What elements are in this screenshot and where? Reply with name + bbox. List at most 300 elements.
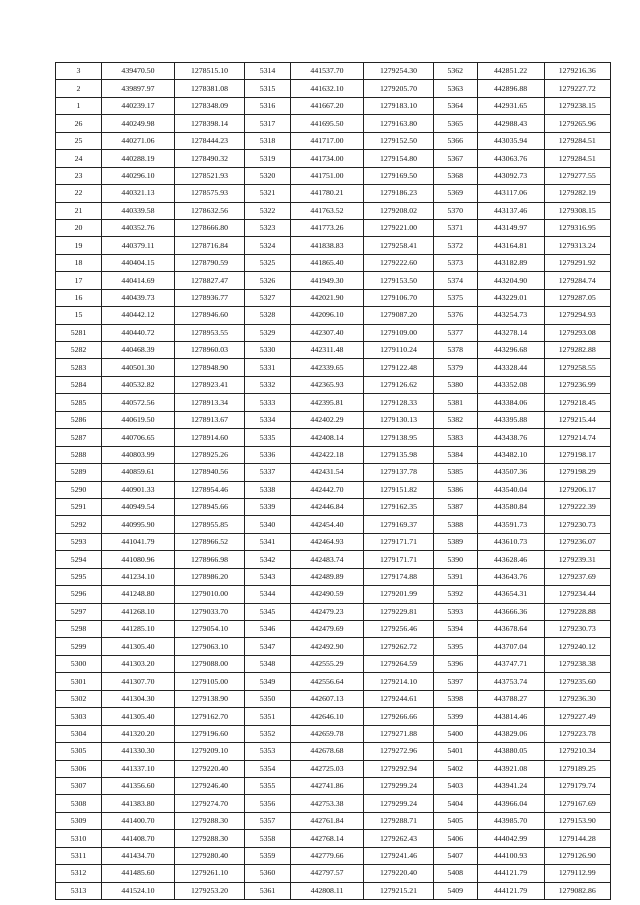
point-number-cell: 5300 xyxy=(56,655,102,672)
y-coordinate-cell: 1278575.93 xyxy=(175,185,245,202)
table-row xyxy=(245,359,434,376)
table-row xyxy=(56,673,245,690)
table-row xyxy=(56,708,245,725)
x-coordinate-cell: 441667.20 xyxy=(291,97,364,114)
y-coordinate-cell: 1279087.20 xyxy=(364,307,434,324)
point-number-cell: 5337 xyxy=(245,464,291,481)
x-coordinate-cell: 443941.24 xyxy=(477,777,544,794)
table-row xyxy=(245,376,434,393)
x-coordinate-cell: 441780.21 xyxy=(291,185,364,202)
x-coordinate-cell: 442988.43 xyxy=(477,115,544,132)
table-row xyxy=(434,743,611,760)
point-number-cell: 5321 xyxy=(245,185,291,202)
table-row xyxy=(434,481,611,498)
x-coordinate-cell: 442431.54 xyxy=(291,464,364,481)
table-row xyxy=(434,830,611,847)
x-coordinate-cell: 443438.76 xyxy=(477,429,544,446)
x-coordinate-cell: 444121.79 xyxy=(477,865,544,882)
table-row xyxy=(56,830,245,847)
x-coordinate-cell: 443296.68 xyxy=(477,342,544,359)
x-coordinate-cell: 441434.70 xyxy=(102,847,175,864)
x-coordinate-cell: 444121.79 xyxy=(477,882,544,899)
table-row xyxy=(56,568,245,585)
x-coordinate-cell: 440249.98 xyxy=(102,115,175,132)
x-coordinate-cell: 443985.70 xyxy=(477,812,544,829)
table-row xyxy=(245,167,434,184)
table-row xyxy=(434,464,611,481)
point-number-cell: 5388 xyxy=(434,516,478,533)
point-number-cell: 5289 xyxy=(56,464,102,481)
x-coordinate-cell: 439897.97 xyxy=(102,80,175,97)
y-coordinate-cell: 1279215.44 xyxy=(544,411,610,428)
table-row xyxy=(245,394,434,411)
table-row xyxy=(56,446,245,463)
y-coordinate-cell: 1279284.74 xyxy=(544,272,610,289)
point-number-cell: 5291 xyxy=(56,498,102,515)
point-number-cell: 5316 xyxy=(245,97,291,114)
x-coordinate-cell: 441734.00 xyxy=(291,150,364,167)
point-number-cell: 21 xyxy=(56,202,102,219)
coordinate-table-page xyxy=(55,62,611,895)
table-row xyxy=(245,97,434,114)
y-coordinate-cell: 1279261.10 xyxy=(175,865,245,882)
y-coordinate-cell: 1279230.73 xyxy=(544,621,610,638)
table-row xyxy=(434,394,611,411)
y-coordinate-cell: 1279313.24 xyxy=(544,237,610,254)
point-number-cell: 5358 xyxy=(245,830,291,847)
y-coordinate-cell: 1278444.23 xyxy=(175,132,245,149)
y-coordinate-cell: 1279135.98 xyxy=(364,446,434,463)
point-number-cell: 5333 xyxy=(245,394,291,411)
y-coordinate-cell: 1279088.00 xyxy=(175,655,245,672)
x-coordinate-cell: 442607.13 xyxy=(291,690,364,707)
table-row xyxy=(434,429,611,446)
y-coordinate-cell: 1278925.26 xyxy=(175,446,245,463)
y-coordinate-cell: 1279288.30 xyxy=(175,812,245,829)
x-coordinate-cell: 440239.17 xyxy=(102,97,175,114)
x-coordinate-cell: 440803.99 xyxy=(102,446,175,463)
x-coordinate-cell: 442479.69 xyxy=(291,621,364,638)
y-coordinate-cell: 1279284.51 xyxy=(544,132,610,149)
y-coordinate-cell: 1278960.03 xyxy=(175,342,245,359)
x-coordinate-cell: 442779.66 xyxy=(291,847,364,864)
table-row xyxy=(434,342,611,359)
table-row xyxy=(245,202,434,219)
table-row xyxy=(434,621,611,638)
table-row xyxy=(245,830,434,847)
x-coordinate-cell: 443395.88 xyxy=(477,411,544,428)
table-row xyxy=(245,446,434,463)
x-coordinate-cell: 441305.40 xyxy=(102,638,175,655)
point-number-cell: 16 xyxy=(56,289,102,306)
point-number-cell: 5294 xyxy=(56,551,102,568)
point-number-cell: 5404 xyxy=(434,795,478,812)
x-coordinate-cell: 443707.04 xyxy=(477,638,544,655)
y-coordinate-cell: 1279169.37 xyxy=(364,516,434,533)
point-number-cell: 20 xyxy=(56,219,102,236)
table-row xyxy=(434,516,611,533)
y-coordinate-cell: 1279122.48 xyxy=(364,359,434,376)
point-number-cell: 5371 xyxy=(434,219,478,236)
point-number-cell: 5367 xyxy=(434,150,478,167)
table-row xyxy=(245,342,434,359)
y-coordinate-cell: 1279215.21 xyxy=(364,882,434,899)
table-row xyxy=(56,621,245,638)
x-coordinate-cell: 441080.96 xyxy=(102,551,175,568)
table-row xyxy=(56,516,245,533)
y-coordinate-cell: 1278827.47 xyxy=(175,272,245,289)
y-coordinate-cell: 1279128.33 xyxy=(364,394,434,411)
y-coordinate-cell: 1279151.82 xyxy=(364,481,434,498)
x-coordinate-cell: 443182.89 xyxy=(477,254,544,271)
point-number-cell: 2 xyxy=(56,80,102,97)
table-row xyxy=(434,586,611,603)
table-row xyxy=(56,865,245,882)
y-coordinate-cell: 1279227.72 xyxy=(544,80,610,97)
y-coordinate-cell: 1279196.60 xyxy=(175,725,245,742)
y-coordinate-cell: 1278913.67 xyxy=(175,411,245,428)
x-coordinate-cell: 441307.70 xyxy=(102,673,175,690)
table-row xyxy=(56,464,245,481)
x-coordinate-cell: 440468.39 xyxy=(102,342,175,359)
x-coordinate-cell: 441485.60 xyxy=(102,865,175,882)
x-coordinate-cell: 442753.38 xyxy=(291,795,364,812)
table-row xyxy=(434,80,611,97)
point-number-cell: 5288 xyxy=(56,446,102,463)
x-coordinate-cell: 443117.06 xyxy=(477,185,544,202)
y-coordinate-cell: 1279216.36 xyxy=(544,63,610,80)
x-coordinate-cell: 442483.74 xyxy=(291,551,364,568)
x-coordinate-cell: 444100.93 xyxy=(477,847,544,864)
point-number-cell: 5407 xyxy=(434,847,478,864)
point-number-cell: 5334 xyxy=(245,411,291,428)
x-coordinate-cell: 440271.06 xyxy=(102,132,175,149)
x-coordinate-cell: 443328.44 xyxy=(477,359,544,376)
point-number-cell: 5283 xyxy=(56,359,102,376)
x-coordinate-cell: 440404.15 xyxy=(102,254,175,271)
x-coordinate-cell: 443678.64 xyxy=(477,621,544,638)
point-number-cell: 5405 xyxy=(434,812,478,829)
x-coordinate-cell: 441632.10 xyxy=(291,80,364,97)
y-coordinate-cell: 1279183.10 xyxy=(364,97,434,114)
table-row xyxy=(56,115,245,132)
x-coordinate-cell: 440859.61 xyxy=(102,464,175,481)
table-row xyxy=(245,586,434,603)
y-coordinate-cell: 1279221.00 xyxy=(364,219,434,236)
point-number-cell: 5341 xyxy=(245,533,291,550)
x-coordinate-cell: 442454.40 xyxy=(291,516,364,533)
x-coordinate-cell: 442489.89 xyxy=(291,568,364,585)
x-coordinate-cell: 442768.14 xyxy=(291,830,364,847)
y-coordinate-cell: 1278948.90 xyxy=(175,359,245,376)
x-coordinate-cell: 441400.70 xyxy=(102,812,175,829)
y-coordinate-cell: 1279299.24 xyxy=(364,777,434,794)
y-coordinate-cell: 1279171.71 xyxy=(364,533,434,550)
y-coordinate-cell: 1279280.40 xyxy=(175,847,245,864)
point-number-cell: 5309 xyxy=(56,812,102,829)
table-row xyxy=(56,690,245,707)
x-coordinate-cell: 440619.50 xyxy=(102,411,175,428)
table-row xyxy=(434,708,611,725)
point-number-cell: 5378 xyxy=(434,342,478,359)
point-number-cell: 5331 xyxy=(245,359,291,376)
x-coordinate-cell: 440439.73 xyxy=(102,289,175,306)
point-number-cell: 5314 xyxy=(245,63,291,80)
point-number-cell: 5299 xyxy=(56,638,102,655)
y-coordinate-cell: 1278348.09 xyxy=(175,97,245,114)
x-coordinate-cell: 443591.73 xyxy=(477,516,544,533)
point-number-cell: 5398 xyxy=(434,690,478,707)
table-row xyxy=(434,63,611,80)
y-coordinate-cell: 1279154.80 xyxy=(364,150,434,167)
x-coordinate-cell: 442741.86 xyxy=(291,777,364,794)
point-number-cell: 5350 xyxy=(245,690,291,707)
table-row xyxy=(245,777,434,794)
y-coordinate-cell: 1279054.10 xyxy=(175,621,245,638)
table-row xyxy=(56,219,245,236)
point-number-cell: 5396 xyxy=(434,655,478,672)
point-number-cell: 5391 xyxy=(434,568,478,585)
table-row xyxy=(56,795,245,812)
y-coordinate-cell: 1279214.74 xyxy=(544,429,610,446)
table-row xyxy=(434,202,611,219)
y-coordinate-cell: 1279246.40 xyxy=(175,777,245,794)
x-coordinate-cell: 442408.14 xyxy=(291,429,364,446)
point-number-cell: 5351 xyxy=(245,708,291,725)
table-row xyxy=(434,97,611,114)
table-row xyxy=(434,603,611,620)
point-number-cell: 5385 xyxy=(434,464,478,481)
point-number-cell: 5394 xyxy=(434,621,478,638)
y-coordinate-cell: 1278945.66 xyxy=(175,498,245,515)
table-row xyxy=(56,743,245,760)
table-row xyxy=(56,586,245,603)
table-row xyxy=(56,533,245,550)
y-coordinate-cell: 1279277.55 xyxy=(544,167,610,184)
x-coordinate-cell: 441763.52 xyxy=(291,202,364,219)
table-row xyxy=(56,185,245,202)
y-coordinate-cell: 1279106.70 xyxy=(364,289,434,306)
x-coordinate-cell: 442492.90 xyxy=(291,638,364,655)
y-coordinate-cell: 1279223.78 xyxy=(544,725,610,742)
x-coordinate-cell: 443921.08 xyxy=(477,760,544,777)
x-coordinate-cell: 443654.31 xyxy=(477,586,544,603)
y-coordinate-cell: 1279110.24 xyxy=(364,342,434,359)
x-coordinate-cell: 443753.74 xyxy=(477,673,544,690)
y-coordinate-cell: 1278632.56 xyxy=(175,202,245,219)
point-number-cell: 5376 xyxy=(434,307,478,324)
table-row xyxy=(56,882,245,899)
y-coordinate-cell: 1279292.94 xyxy=(364,760,434,777)
x-coordinate-cell: 441320.20 xyxy=(102,725,175,742)
coordinate-table-block-3 xyxy=(433,62,611,900)
table-row xyxy=(245,847,434,864)
y-coordinate-cell: 1279287.05 xyxy=(544,289,610,306)
point-number-cell: 5347 xyxy=(245,638,291,655)
x-coordinate-cell: 443384.06 xyxy=(477,394,544,411)
table-row xyxy=(245,638,434,655)
y-coordinate-cell: 1278966.52 xyxy=(175,533,245,550)
point-number-cell: 5362 xyxy=(434,63,478,80)
point-number-cell: 5369 xyxy=(434,185,478,202)
table-row xyxy=(245,516,434,533)
x-coordinate-cell: 440949.54 xyxy=(102,498,175,515)
y-coordinate-cell: 1279153.50 xyxy=(364,272,434,289)
table-row xyxy=(434,446,611,463)
table-row xyxy=(245,865,434,882)
table-row xyxy=(434,272,611,289)
y-coordinate-cell: 1278790.59 xyxy=(175,254,245,271)
y-coordinate-cell: 1279282.88 xyxy=(544,342,610,359)
point-number-cell: 5287 xyxy=(56,429,102,446)
x-coordinate-cell: 441330.30 xyxy=(102,743,175,760)
table-row xyxy=(245,760,434,777)
table-row xyxy=(245,551,434,568)
table-row xyxy=(56,167,245,184)
x-coordinate-cell: 442395.81 xyxy=(291,394,364,411)
point-number-cell: 5386 xyxy=(434,481,478,498)
y-coordinate-cell: 1279144.28 xyxy=(544,830,610,847)
x-coordinate-cell: 440288.19 xyxy=(102,150,175,167)
x-coordinate-cell: 441356.60 xyxy=(102,777,175,794)
table-row xyxy=(56,150,245,167)
y-coordinate-cell: 1279179.74 xyxy=(544,777,610,794)
point-number-cell: 5346 xyxy=(245,621,291,638)
table-row xyxy=(434,115,611,132)
table-row xyxy=(56,551,245,568)
x-coordinate-cell: 441838.83 xyxy=(291,237,364,254)
point-number-cell: 5312 xyxy=(56,865,102,882)
point-number-cell: 5318 xyxy=(245,132,291,149)
x-coordinate-cell: 441234.10 xyxy=(102,568,175,585)
point-number-cell: 5340 xyxy=(245,516,291,533)
table-row xyxy=(245,708,434,725)
y-coordinate-cell: 1278955.85 xyxy=(175,516,245,533)
y-coordinate-cell: 1279288.71 xyxy=(364,812,434,829)
y-coordinate-cell: 1279254.30 xyxy=(364,63,434,80)
point-number-cell: 5307 xyxy=(56,777,102,794)
point-number-cell: 5319 xyxy=(245,150,291,167)
y-coordinate-cell: 1278946.60 xyxy=(175,307,245,324)
table-row xyxy=(434,638,611,655)
point-number-cell: 18 xyxy=(56,254,102,271)
point-number-cell: 5336 xyxy=(245,446,291,463)
x-coordinate-cell: 444042.99 xyxy=(477,830,544,847)
x-coordinate-cell: 441865.40 xyxy=(291,254,364,271)
point-number-cell: 17 xyxy=(56,272,102,289)
y-coordinate-cell: 1279126.90 xyxy=(544,847,610,864)
point-number-cell: 5339 xyxy=(245,498,291,515)
x-coordinate-cell: 441337.10 xyxy=(102,760,175,777)
y-coordinate-cell: 1279063.10 xyxy=(175,638,245,655)
point-number-cell: 5293 xyxy=(56,533,102,550)
y-coordinate-cell: 1279220.40 xyxy=(364,865,434,882)
y-coordinate-cell: 1279258.41 xyxy=(364,237,434,254)
x-coordinate-cell: 443966.04 xyxy=(477,795,544,812)
point-number-cell: 5328 xyxy=(245,307,291,324)
point-number-cell: 5393 xyxy=(434,603,478,620)
y-coordinate-cell: 1279238.38 xyxy=(544,655,610,672)
x-coordinate-cell: 442365.93 xyxy=(291,376,364,393)
table-row xyxy=(434,725,611,742)
y-coordinate-cell: 1279130.13 xyxy=(364,411,434,428)
point-number-cell: 3 xyxy=(56,63,102,80)
y-coordinate-cell: 1279244.61 xyxy=(364,690,434,707)
point-number-cell: 5304 xyxy=(56,725,102,742)
x-coordinate-cell: 441285.10 xyxy=(102,621,175,638)
table-row xyxy=(434,324,611,341)
point-number-cell: 5329 xyxy=(245,324,291,341)
y-coordinate-cell: 1279236.99 xyxy=(544,376,610,393)
y-coordinate-cell: 1279288.30 xyxy=(175,830,245,847)
point-number-cell: 5387 xyxy=(434,498,478,515)
y-coordinate-cell: 1279235.60 xyxy=(544,673,610,690)
x-coordinate-cell: 443880.05 xyxy=(477,743,544,760)
x-coordinate-cell: 441408.70 xyxy=(102,830,175,847)
point-number-cell: 5324 xyxy=(245,237,291,254)
table-row xyxy=(434,376,611,393)
table-row xyxy=(245,621,434,638)
point-number-cell: 5355 xyxy=(245,777,291,794)
x-coordinate-cell: 443666.36 xyxy=(477,603,544,620)
x-coordinate-cell: 443204.90 xyxy=(477,272,544,289)
y-coordinate-cell: 1279294.93 xyxy=(544,307,610,324)
table-row xyxy=(56,655,245,672)
y-coordinate-cell: 1279162.35 xyxy=(364,498,434,515)
coordinate-table-block-2 xyxy=(244,62,434,900)
y-coordinate-cell: 1279209.10 xyxy=(175,743,245,760)
x-coordinate-cell: 442479.23 xyxy=(291,603,364,620)
y-coordinate-cell: 1279201.99 xyxy=(364,586,434,603)
y-coordinate-cell: 1279169.50 xyxy=(364,167,434,184)
x-coordinate-cell: 443352.08 xyxy=(477,376,544,393)
point-number-cell: 5374 xyxy=(434,272,478,289)
point-number-cell: 5332 xyxy=(245,376,291,393)
x-coordinate-cell: 442446.84 xyxy=(291,498,364,515)
table-row xyxy=(56,237,245,254)
y-coordinate-cell: 1279153.90 xyxy=(544,812,610,829)
point-number-cell: 5286 xyxy=(56,411,102,428)
table-row xyxy=(56,80,245,97)
y-coordinate-cell: 1279186.23 xyxy=(364,185,434,202)
table-row xyxy=(245,812,434,829)
point-number-cell: 5408 xyxy=(434,865,478,882)
y-coordinate-cell: 1279241.46 xyxy=(364,847,434,864)
table-row xyxy=(56,324,245,341)
x-coordinate-cell: 442896.88 xyxy=(477,80,544,97)
table-row xyxy=(434,498,611,515)
point-number-cell: 5389 xyxy=(434,533,478,550)
y-coordinate-cell: 1279205.70 xyxy=(364,80,434,97)
y-coordinate-cell: 1279222.60 xyxy=(364,254,434,271)
point-number-cell: 5302 xyxy=(56,690,102,707)
table-row xyxy=(56,725,245,742)
point-number-cell: 5392 xyxy=(434,586,478,603)
point-number-cell: 5281 xyxy=(56,324,102,341)
table-row xyxy=(434,307,611,324)
table-row xyxy=(245,498,434,515)
point-number-cell: 5326 xyxy=(245,272,291,289)
y-coordinate-cell: 1279234.44 xyxy=(544,586,610,603)
point-number-cell: 5297 xyxy=(56,603,102,620)
y-coordinate-cell: 1279171.71 xyxy=(364,551,434,568)
table-row xyxy=(434,760,611,777)
y-coordinate-cell: 1279152.50 xyxy=(364,132,434,149)
table-row xyxy=(245,795,434,812)
y-coordinate-cell: 1279308.15 xyxy=(544,202,610,219)
y-coordinate-cell: 1279236.07 xyxy=(544,533,610,550)
x-coordinate-cell: 443788.27 xyxy=(477,690,544,707)
